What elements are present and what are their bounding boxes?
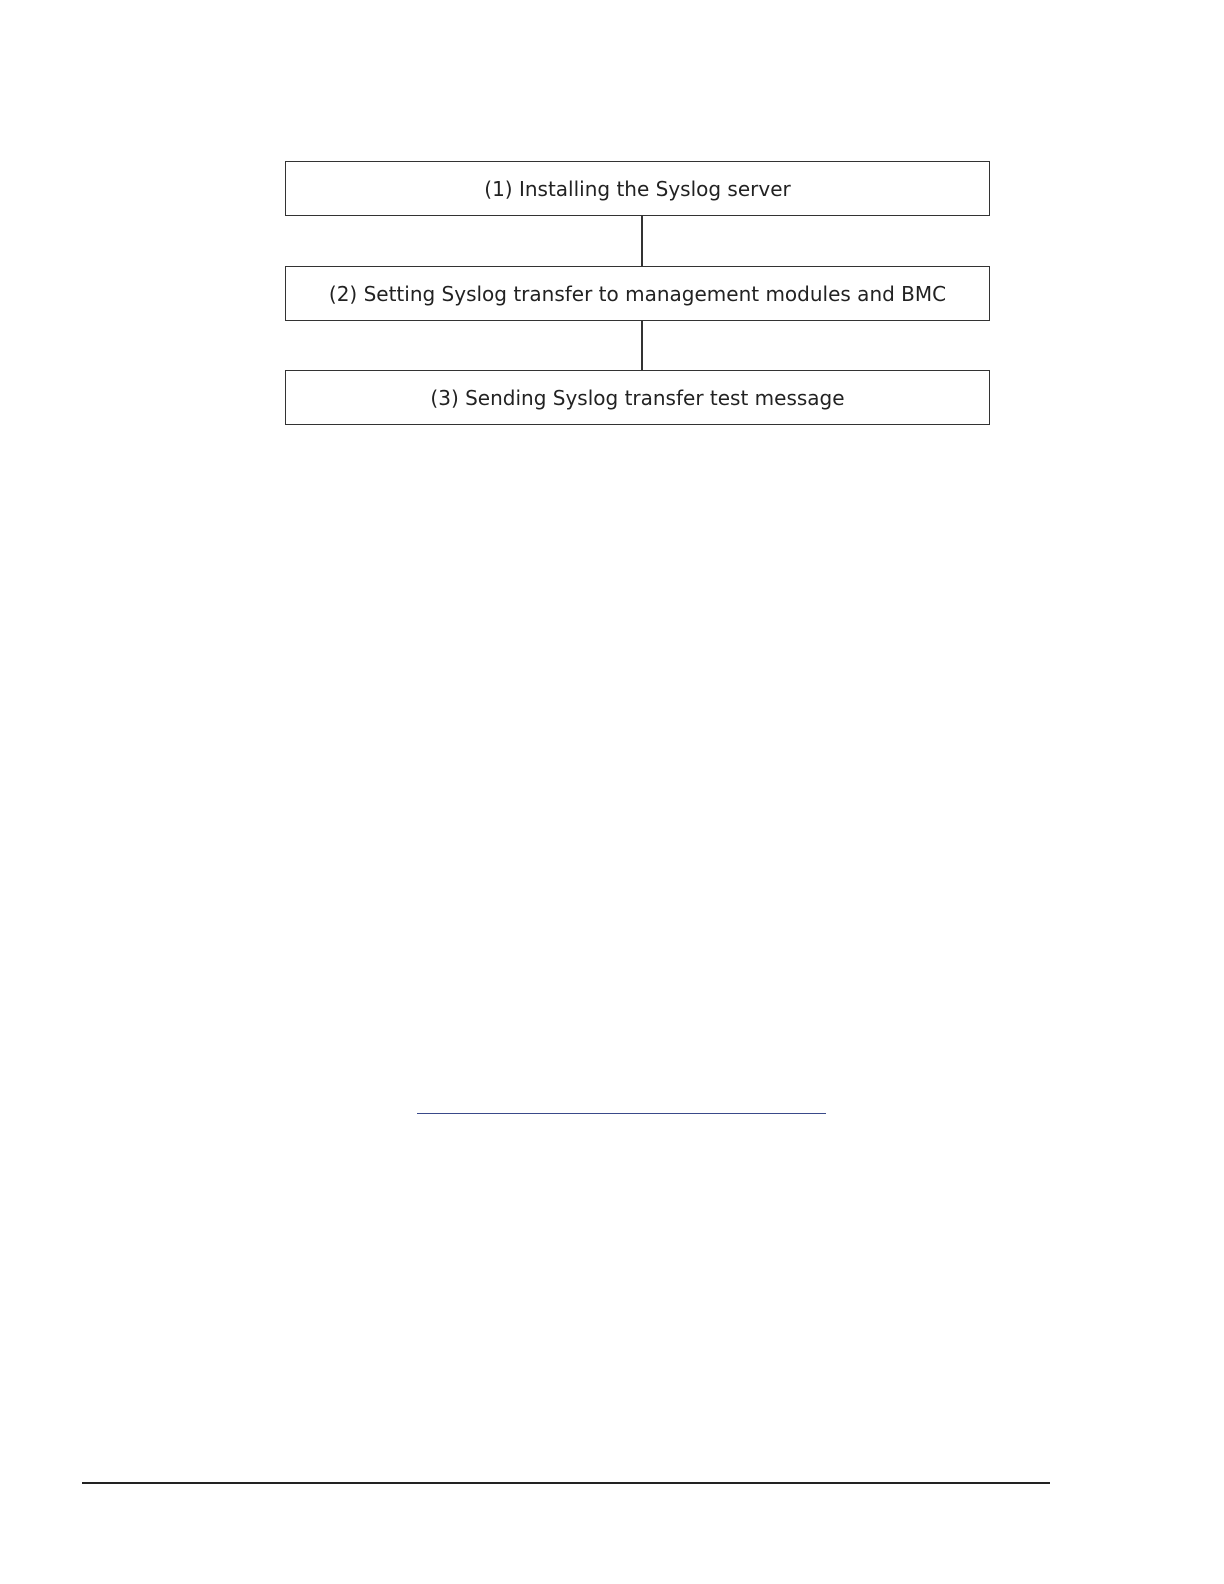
step-box-install-syslog-server	[285, 161, 990, 216]
step-label: (2) Setting Syslog transfer to management modules and BMC	[328, 281, 947, 306]
step-box-set-syslog-transfer	[285, 266, 990, 321]
link-underline	[417, 1113, 826, 1114]
connector-line	[641, 321, 643, 370]
step-label: (1) Installing the Syslog server	[484, 176, 791, 201]
step-label: (3) Sending Syslog transfer test message	[430, 385, 845, 410]
connector-line	[641, 216, 643, 266]
footer-divider	[82, 1482, 1050, 1484]
step-box-send-test-message	[285, 370, 990, 425]
